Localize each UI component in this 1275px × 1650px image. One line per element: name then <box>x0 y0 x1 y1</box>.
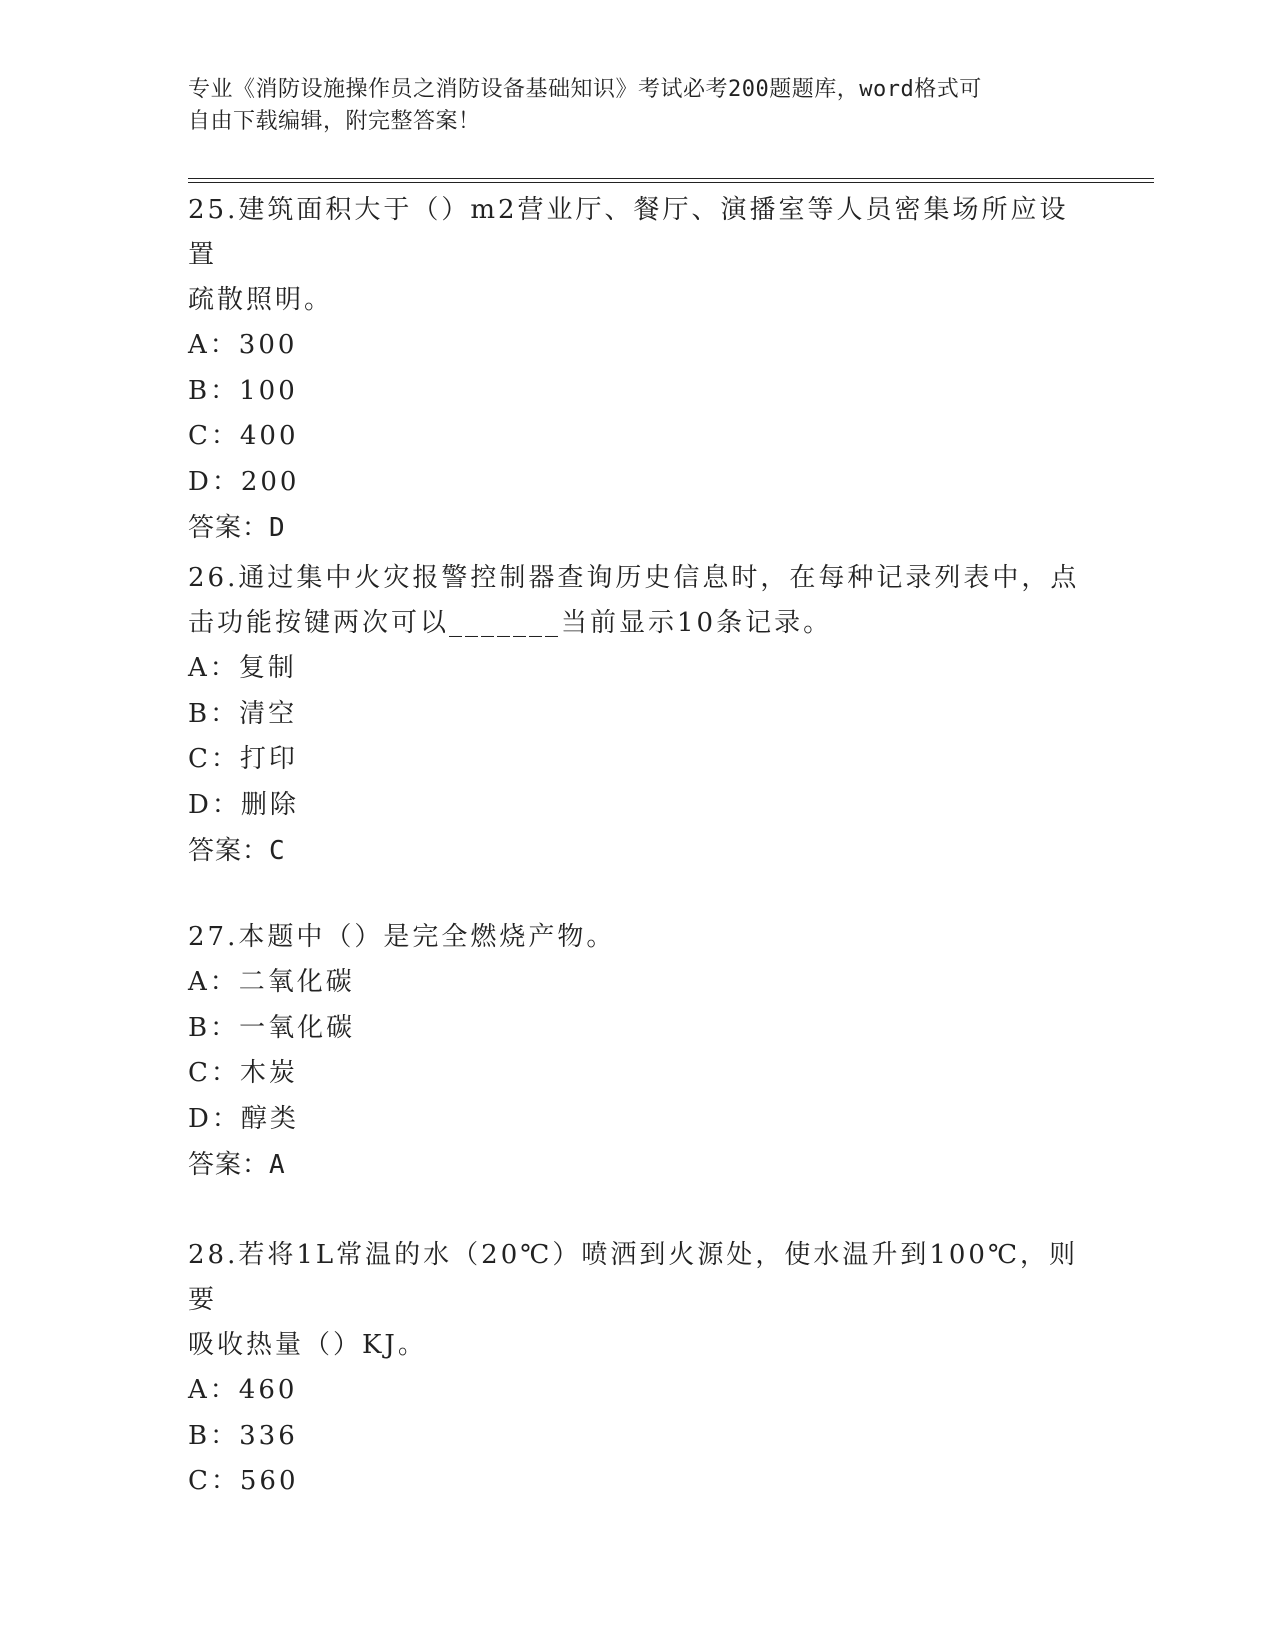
question-stem-line: 吸收热量（）KJ。 <box>188 1330 427 1360</box>
option-b: B：清空 <box>188 698 298 729</box>
option-c: C：打印 <box>188 744 298 774</box>
option-d: D：醇类 <box>188 1103 299 1134</box>
question-stem-line: 26.通过集中火灾报警控制器查询历史信息时，在每种记录列表中，点 <box>188 563 1080 593</box>
option-a: A：460 <box>188 1375 298 1405</box>
header-divider-top <box>188 178 1154 179</box>
question-stem-line: 疏散照明。 <box>188 285 334 315</box>
option-c: C：木炭 <box>188 1058 298 1088</box>
question-stem-line: 27.本题中（）是完全燃烧产物。 <box>188 922 616 952</box>
answer-line: 答案：A <box>188 1150 286 1180</box>
header-line-1: 专业《消防设施操作员之消防设备基础知识》考试必考200题题库，word格式可 <box>188 77 982 102</box>
header-divider-bottom <box>188 182 1154 183</box>
question-stem-line: 击功能按键两次可以_______当前显示10条记录。 <box>188 608 833 638</box>
option-c: C：560 <box>188 1466 299 1496</box>
option-b: B：336 <box>188 1420 298 1451</box>
question-28 <box>188 1233 1088 1505</box>
option-a: A：300 <box>188 330 298 360</box>
question-stem-line: 25.建筑面积大于（）m2营业厅、餐厅、演播室等人员密集场所应设置 <box>188 195 1069 270</box>
option-d: D：200 <box>188 466 300 497</box>
answer-line: 答案：C <box>188 836 286 866</box>
option-a: A：二氧化碳 <box>188 967 355 997</box>
option-b: B：100 <box>188 375 298 406</box>
question-25 <box>188 188 1088 551</box>
question-stem-line: 28.若将1L常温的水（20℃）喷洒到火源处，使水温升到100℃，则要 <box>188 1240 1079 1315</box>
option-c: C：400 <box>188 421 299 451</box>
header-line-2: 自由下载编辑，附完整答案！ <box>188 109 481 134</box>
option-b: B：一氧化碳 <box>188 1012 356 1043</box>
question-27 <box>188 915 1088 1188</box>
option-d: D：删除 <box>188 789 299 820</box>
option-a: A：复制 <box>188 653 297 683</box>
question-26 <box>188 556 1088 874</box>
document-header <box>188 74 1088 138</box>
answer-line: 答案：D <box>188 513 286 543</box>
